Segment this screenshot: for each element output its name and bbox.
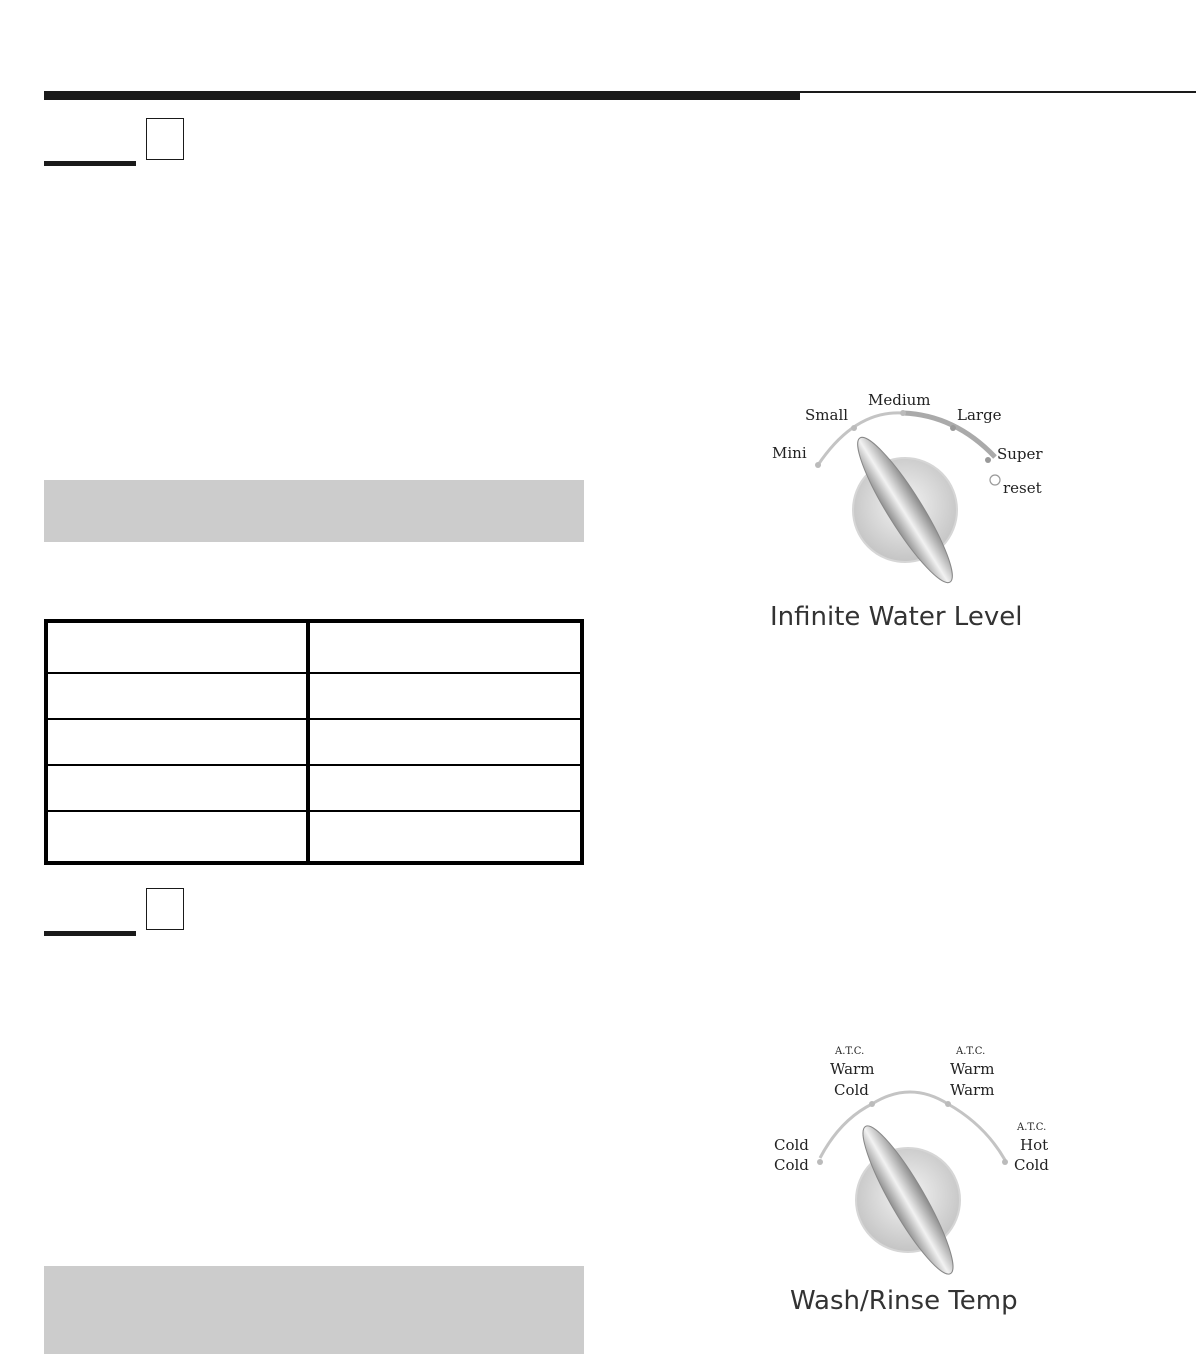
note-band-2 bbox=[44, 1266, 584, 1354]
step-marker-2 bbox=[44, 888, 184, 936]
dial-title-wash-rinse-temp: Wash/Rinse Temp bbox=[790, 1286, 1018, 1316]
setting-dot bbox=[985, 457, 991, 463]
setting-dot bbox=[900, 410, 906, 416]
step-marker-box bbox=[146, 888, 184, 930]
table-row bbox=[46, 811, 582, 863]
dial-title-water-level: Infinite Water Level bbox=[770, 602, 1023, 632]
table-row bbox=[46, 765, 582, 811]
step-marker-box bbox=[146, 118, 184, 160]
setting-label-cold-cold-2: Cold bbox=[774, 1156, 809, 1174]
settings-table bbox=[44, 619, 584, 865]
table-row bbox=[46, 673, 582, 719]
setting-dot bbox=[950, 425, 956, 431]
setting-label-warm-cold-1: Warm bbox=[830, 1060, 875, 1078]
setting-label-warm-warm-1: Warm bbox=[950, 1060, 995, 1078]
setting-label-warm-cold-2: Cold bbox=[834, 1081, 869, 1099]
table-row bbox=[46, 621, 582, 673]
setting-label-mini: Mini bbox=[772, 444, 807, 462]
setting-label-atc: A.T.C. bbox=[956, 1046, 986, 1057]
header-rule-thick bbox=[44, 91, 800, 100]
setting-dot bbox=[869, 1101, 875, 1107]
step-marker-bar bbox=[44, 161, 136, 166]
step-marker-bar bbox=[44, 931, 136, 936]
setting-label-warm-warm-2: Warm bbox=[950, 1081, 995, 1099]
setting-label-atc: A.T.C. bbox=[835, 1046, 865, 1057]
table-row bbox=[46, 719, 582, 765]
setting-label-hot-cold-2: Cold bbox=[1014, 1156, 1049, 1174]
water-level-dial[interactable] bbox=[760, 385, 1060, 595]
setting-dot bbox=[945, 1101, 951, 1107]
setting-label-cold-cold-1: Cold bbox=[774, 1136, 809, 1154]
header-rule-thin bbox=[800, 91, 1196, 93]
setting-label-atc: A.T.C. bbox=[1017, 1122, 1047, 1133]
setting-dot bbox=[815, 462, 821, 468]
wash-rinse-temp-dial[interactable] bbox=[760, 1040, 1060, 1270]
step-marker-1 bbox=[44, 118, 184, 166]
setting-label-medium: Medium bbox=[868, 391, 931, 409]
setting-label-reset: reset bbox=[1003, 479, 1042, 497]
setting-label-super: Super bbox=[997, 445, 1043, 463]
setting-dot bbox=[1002, 1159, 1008, 1165]
note-band-1 bbox=[44, 480, 584, 542]
reset-ring bbox=[990, 475, 1000, 485]
setting-dot bbox=[851, 425, 857, 431]
setting-label-hot-cold-1: Hot bbox=[1020, 1136, 1049, 1154]
setting-label-large: Large bbox=[957, 406, 1002, 424]
setting-label-small: Small bbox=[805, 406, 849, 424]
setting-dot bbox=[817, 1159, 823, 1165]
